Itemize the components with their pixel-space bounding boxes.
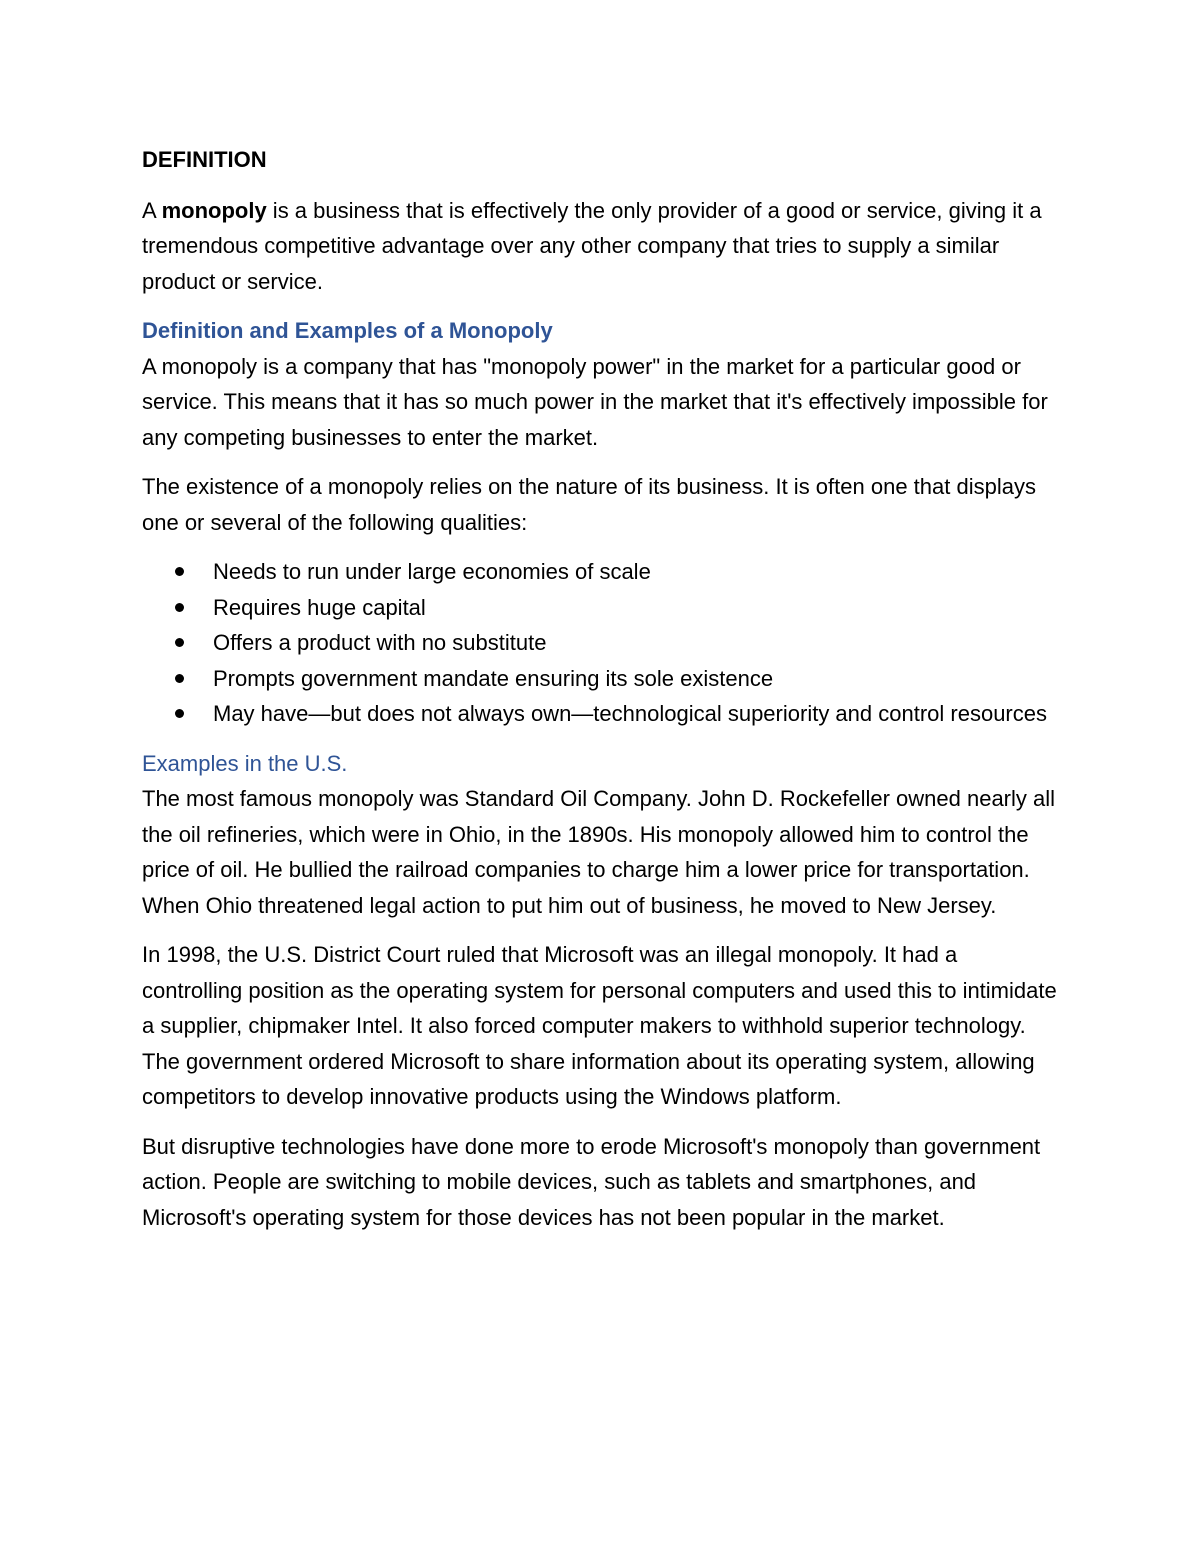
list-item <box>213 554 1058 590</box>
document-title: DEFINITION <box>142 147 267 172</box>
list-item-text: May have—but does not always own—technological superiority and control resources <box>213 701 1047 726</box>
list-item <box>213 590 1058 626</box>
intro-paragraph <box>142 193 1058 300</box>
list-item-text: Requires huge capital <box>213 594 426 620</box>
intro-bold-term: monopoly <box>161 197 267 223</box>
section-heading-definition-examples: Definition and Examples of a Monopoly <box>142 318 553 343</box>
section1-paragraph-2: The existence of a monopoly relies on the nature of its business. It is often one that displays one or several of the following qualities: <box>142 474 1036 535</box>
list-item-text: Prompts government mandate ensuring its sole existence <box>213 665 774 691</box>
intro-suffix: is a business that is effectively the only provider of a good or service, giving it a tremendous competitive advantage over any other company that tries to supply a similar product or service. <box>142 197 1042 294</box>
intro-prefix: A <box>142 197 162 223</box>
list-item-text: Needs to run under large economies of scale <box>213 559 651 584</box>
section-heading-us-examples: Examples in the U.S. <box>142 750 348 776</box>
document-page <box>142 142 1058 1249</box>
section2-paragraph-2: In 1998, the U.S. District Court ruled that Microsoft was an illegal monopoly. It had a controlling position as the operating system for personal computers and used this to intimidate a supplier, chipmaker Intel. It also forced computer makers to withhold superior technology. The government ordered Microsoft to share information about its operating system, allowing competitors to develop innovative products using the Windows platform. <box>142 942 1057 1109</box>
list-item <box>213 696 1058 732</box>
section1-paragraph-1: A monopoly is a company that has "monopoly power" in the market for a particular good or service. This means that it has so much power in the market that it's effectively impossible for any competing businesses to enter the market. <box>142 353 1048 450</box>
list-item-text: Offers a product with no substitute <box>213 630 547 655</box>
qualities-list <box>142 554 1058 732</box>
list-item <box>213 625 1058 661</box>
section2-paragraph-3: But disruptive technologies have done more to erode Microsoft's monopoly than government action. People are switching to mobile devices, such as tablets and smartphones, and Microsoft's operating system for those devices has not been popular in the market. <box>142 1133 1041 1230</box>
section2-paragraph-1: The most famous monopoly was Standard Oil Company. John D. Rockefeller owned nearly all the oil refineries, which were in Ohio, in the 1890s. His monopoly allowed him to control the price of oil. He bullied the railroad companies to charge him a lower price for transportation. When Ohio threatened legal action to put him out of business, he moved to New Jersey. <box>142 786 1056 918</box>
list-item <box>213 661 1058 697</box>
